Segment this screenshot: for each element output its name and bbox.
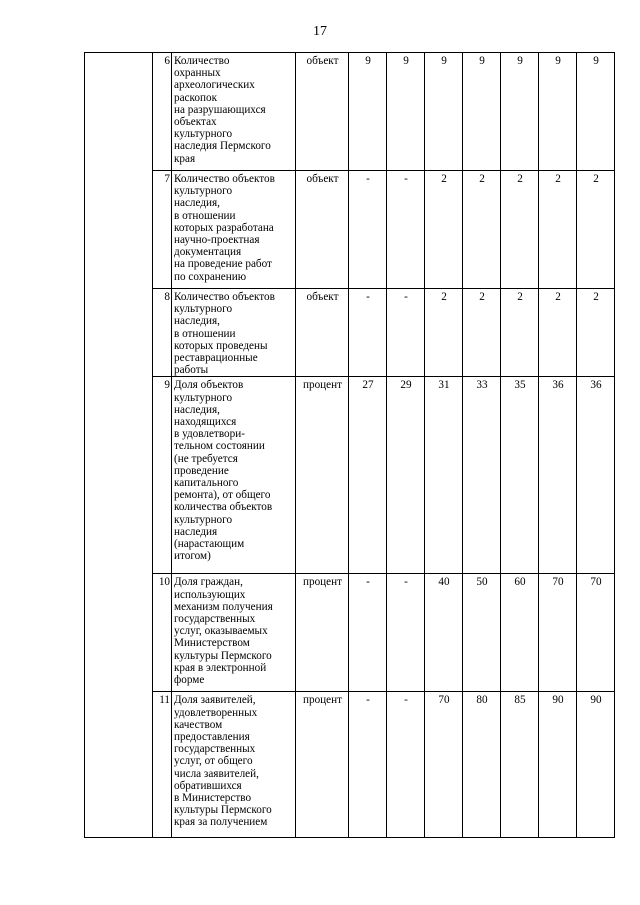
indicator-value: 9 xyxy=(539,53,577,171)
indicator-value: 40 xyxy=(425,574,463,692)
table-row xyxy=(85,377,615,574)
indicator-name-line: объектах xyxy=(174,116,217,129)
indicator-name-line: количества объектов xyxy=(174,501,273,514)
indicator-value: - xyxy=(387,171,425,289)
indicator-name-line: культуры Пермского xyxy=(174,649,272,662)
indicator-value: 70 xyxy=(577,574,615,692)
indicator-name-line: механизм получения xyxy=(174,600,273,613)
indicator-name-line: проведение xyxy=(174,464,229,477)
indicator-value: 2 xyxy=(425,289,463,377)
indicator-name-line: форме xyxy=(174,674,205,687)
indicator-value: - xyxy=(349,692,387,838)
unit-of-measure: процент xyxy=(296,377,349,574)
indicator-name-line: тельном состоянии xyxy=(174,440,265,453)
indicator-name-line: края за получением xyxy=(174,816,268,829)
indicator-name-line: государственных xyxy=(174,743,256,756)
row-number: 9 xyxy=(153,377,172,574)
indicator-value: 90 xyxy=(577,692,615,838)
unit-of-measure: процент xyxy=(296,692,349,838)
empty-program-cell xyxy=(85,53,153,838)
table-row xyxy=(85,692,615,838)
row-number: 7 xyxy=(153,171,172,289)
page-number: 17 xyxy=(313,24,327,39)
indicator-value: - xyxy=(387,692,425,838)
indicator-value: 27 xyxy=(349,377,387,574)
indicator-value: - xyxy=(387,289,425,377)
indicator-name-line: услуг, оказываемых xyxy=(174,625,268,638)
table-row xyxy=(85,53,615,171)
indicator-value: 36 xyxy=(577,377,615,574)
indicator-name-line: ремонта), от общего xyxy=(174,489,271,502)
indicator-value: 2 xyxy=(463,171,501,289)
indicator-name-line: по сохранению xyxy=(174,270,247,283)
indicator-name-line: культурного xyxy=(174,128,233,141)
indicator-name-line: наследия xyxy=(174,525,218,538)
indicator-name-line: культурного xyxy=(174,513,233,526)
indicator-value: 80 xyxy=(463,692,501,838)
indicator-name-line: числа заявителей, xyxy=(174,767,259,780)
indicator-name-line: в отношении xyxy=(174,327,236,340)
indicator-name-line: услуг, от общего xyxy=(174,755,253,768)
indicator-value: - xyxy=(387,574,425,692)
indicator-name-line: на проведение работ xyxy=(174,258,272,271)
indicator-value: 2 xyxy=(501,171,539,289)
indicator-name-line: находящихся xyxy=(174,416,237,429)
indicator-value: 70 xyxy=(539,574,577,692)
table-row xyxy=(85,171,615,289)
table-row xyxy=(85,574,615,692)
row-number: 8 xyxy=(153,289,172,377)
indicator-value: 2 xyxy=(501,289,539,377)
indicator-value: - xyxy=(349,574,387,692)
indicator-name-line: раскопок xyxy=(174,91,218,104)
indicator-value: 9 xyxy=(349,53,387,171)
indicator-value: 2 xyxy=(425,171,463,289)
indicator-name-line: культурного xyxy=(174,391,233,404)
indicator-value: 29 xyxy=(387,377,425,574)
indicator-name-line: края xyxy=(174,152,196,165)
indicator-name-line: итогом) xyxy=(174,550,211,563)
indicator-name xyxy=(172,171,296,289)
row-number: 6 xyxy=(153,53,172,171)
indicator-name xyxy=(172,574,296,692)
indicator-name-line: Количество xyxy=(174,55,230,67)
indicator-name-line: на разрушающихся xyxy=(174,103,266,116)
indicator-value: - xyxy=(349,171,387,289)
indicator-value: - xyxy=(349,289,387,377)
indicator-name-line: археологических xyxy=(174,79,255,92)
indicator-name-line: Доля граждан, xyxy=(174,576,243,589)
unit-of-measure: объект xyxy=(296,289,349,377)
indicator-name-line: реставрационные xyxy=(174,352,258,365)
indicator-value: 31 xyxy=(425,377,463,574)
indicator-name xyxy=(172,289,296,377)
indicator-name-line: наследия, xyxy=(174,315,220,328)
indicator-value: 9 xyxy=(463,53,501,171)
indicator-value: 2 xyxy=(539,171,577,289)
indicator-value: 2 xyxy=(539,289,577,377)
indicator-name-line: наследия, xyxy=(174,403,220,416)
unit-of-measure: объект xyxy=(296,53,349,171)
indicator-value: 2 xyxy=(463,289,501,377)
indicator-name-line: которых разработана xyxy=(174,221,274,234)
indicator-value: 2 xyxy=(577,289,615,377)
indicator-name-line: документация xyxy=(174,246,242,259)
indicator-value: 36 xyxy=(539,377,577,574)
indicator-name-line: (не требуется xyxy=(174,452,238,465)
indicator-value: 9 xyxy=(577,53,615,171)
row-number: 11 xyxy=(153,692,172,838)
table-row xyxy=(85,289,615,377)
indicators-table xyxy=(84,52,615,838)
indicator-name-line: охранных xyxy=(174,67,221,80)
indicator-name xyxy=(172,377,296,574)
indicator-value: 9 xyxy=(425,53,463,171)
indicator-name-line: культурного xyxy=(174,185,233,198)
indicator-name xyxy=(172,53,296,171)
indicator-value: 9 xyxy=(387,53,425,171)
indicator-value: 50 xyxy=(463,574,501,692)
indicator-value: 70 xyxy=(425,692,463,838)
indicator-name-line: Министерством xyxy=(174,637,250,650)
indicator-name-line: Доля объектов xyxy=(174,379,244,392)
indicator-name-line: удовлетворенных xyxy=(174,706,258,719)
indicator-name-line: (нарастающим xyxy=(174,538,245,551)
indicator-value: 33 xyxy=(463,377,501,574)
indicator-name-line: наследия Пермского xyxy=(174,140,271,153)
unit-of-measure: объект xyxy=(296,171,349,289)
indicator-name-line: использующих xyxy=(174,588,246,601)
indicator-name-line: которых проведены xyxy=(174,339,268,352)
unit-of-measure: процент xyxy=(296,574,349,692)
indicator-name-line: наследия, xyxy=(174,197,220,210)
indicator-name-line: Количество объектов xyxy=(174,173,275,185)
indicator-name-line: качеством xyxy=(174,718,223,731)
indicator-name-line: в отношении xyxy=(174,209,236,222)
indicator-name-line: работы xyxy=(174,364,209,377)
indicator-name xyxy=(172,692,296,838)
indicator-value: 90 xyxy=(539,692,577,838)
indicator-name-line: культуры Пермского xyxy=(174,804,272,817)
table-body xyxy=(85,53,615,838)
indicator-name-line: государственных xyxy=(174,613,256,626)
indicator-name-line: в Министерство xyxy=(174,792,252,805)
indicator-name-line: капитального xyxy=(174,477,239,490)
indicator-value: 35 xyxy=(501,377,539,574)
indicator-name-line: в удовлетвори- xyxy=(174,428,245,441)
indicator-value: 60 xyxy=(501,574,539,692)
indicator-value: 9 xyxy=(501,53,539,171)
indicator-name-line: края в электронной xyxy=(174,661,267,674)
indicator-name-line: научно-проектная xyxy=(174,234,260,247)
indicator-value: 85 xyxy=(501,692,539,838)
indicator-name-line: обратившихся xyxy=(174,779,242,792)
indicator-name-line: Количество объектов xyxy=(174,291,275,303)
indicator-name-line: Доля заявителей, xyxy=(174,694,256,707)
row-number: 10 xyxy=(153,574,172,692)
indicator-name-line: предоставления xyxy=(174,731,250,744)
indicator-value: 2 xyxy=(577,171,615,289)
indicator-name-line: культурного xyxy=(174,303,233,316)
